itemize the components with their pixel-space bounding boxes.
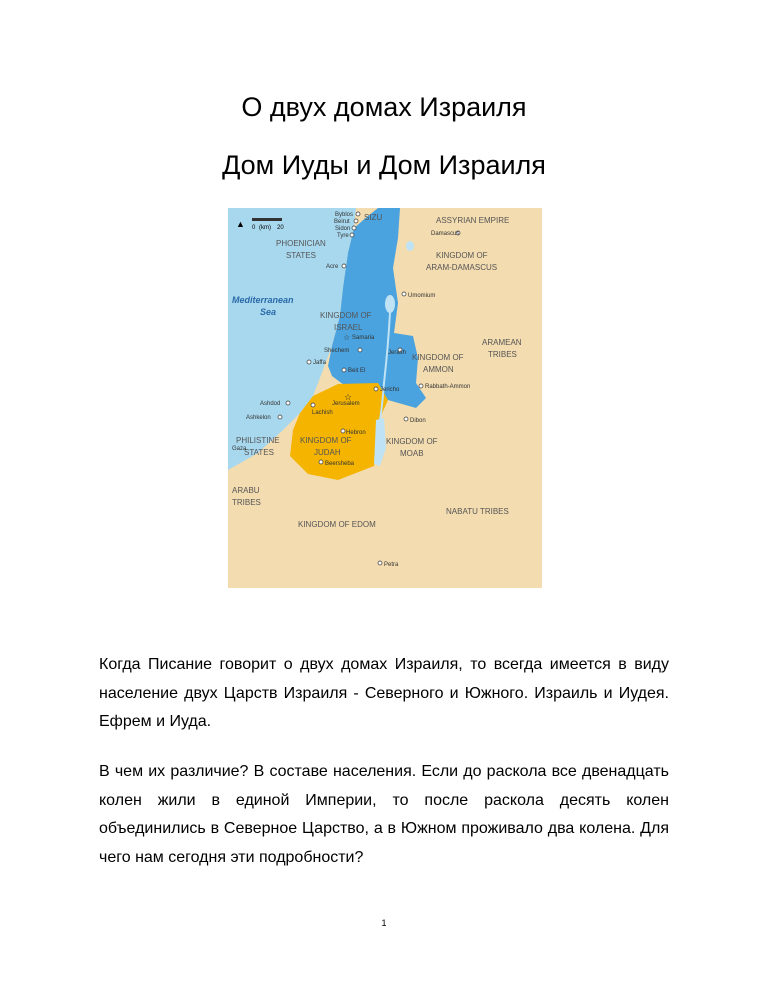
page-number: 1	[381, 918, 387, 928]
label-moab-1: KINGDOM OF	[386, 437, 438, 446]
paragraph-1: Когда Писание говорит о двух домах Израиля, то всегда имеется в виду население двух Царств Израиля - Северного и Южного. Израиль и Иудея. Ефрем и Иуда.	[99, 656, 669, 730]
label-philistine-1: PHILISTINE	[236, 436, 280, 445]
city-rabbath: Rabbath-Ammon	[425, 384, 471, 390]
city-sidon: Sidon	[335, 226, 351, 232]
city-damascus: Damascus	[431, 231, 460, 237]
scale-max: 20	[277, 225, 284, 231]
label-assyria: ASSYRIAN EMPIRE	[436, 216, 510, 225]
city-ashdod: Ashdod	[260, 401, 281, 407]
label-ammon-2: AMMON	[423, 365, 454, 374]
document-subtitle: Дом Иуды и Дом Израиля	[222, 150, 546, 180]
label-israel-1: KINGDOM OF	[320, 311, 372, 320]
label-judah-1: KINGDOM OF	[300, 436, 352, 445]
map-lake	[406, 241, 414, 251]
city-hebron: Hebron	[346, 430, 366, 436]
city-ashkelon: Ashkelon	[246, 415, 271, 421]
label-ammon-1: KINGDOM OF	[412, 353, 464, 362]
city-lachish: Lachish	[312, 410, 333, 416]
city-jerash: Jerash	[388, 350, 407, 356]
label-phoenician-2: STATES	[286, 251, 316, 260]
city-beirut: Beirut	[334, 219, 350, 225]
label-arabu-2: TRIBES	[232, 498, 261, 507]
label-moab-2: MOAB	[400, 449, 424, 458]
city-jerusalem: Jerusalem	[332, 401, 360, 407]
city-acre: Acre	[326, 264, 339, 270]
label-edom: KINGDOM OF EDOM	[298, 520, 376, 529]
label-nabatu: NABATU TRIBES	[446, 507, 509, 516]
city-tyre: Tyre	[337, 233, 349, 239]
city-jericho: Jericho	[380, 387, 400, 393]
city-beitel: Beit El	[348, 368, 366, 374]
city-umomium: Umomium	[408, 293, 436, 299]
svg-text:☆: ☆	[344, 392, 353, 402]
map-kingdoms-israel-judah	[228, 208, 542, 588]
city-petra: Petra	[384, 562, 399, 568]
city-byblos: Byblos	[335, 212, 354, 218]
label-philistine-2: STATES	[244, 448, 274, 457]
paragraph-2: В чем их различие? В составе населения. Если до раскола все двенадцать колен жили в единой Империи, то после раскола десять колен объединились в Северное Царство, а в Южном проживало два колена. Для чего нам сегодня эти подробности?	[99, 763, 669, 866]
city-jaffa: Jaffa	[313, 360, 326, 366]
city-dibon: Dibon	[410, 418, 426, 424]
north-arrow-icon: ▲	[236, 219, 245, 229]
label-sea-2: Sea	[260, 307, 277, 317]
label-phoenician-1: PHOENICIAN	[276, 239, 326, 248]
city-beersheba: Beersheba	[325, 461, 355, 467]
scale-unit: (km)	[259, 225, 271, 231]
city-gaza: Gaza	[232, 446, 247, 452]
svg-text:☆: ☆	[343, 333, 351, 342]
label-israel-2: ISRAEL	[334, 323, 363, 332]
label-arabu-1: ARABU	[232, 486, 260, 495]
scale-zero: 0	[252, 225, 256, 231]
label-aram-2: ARAM-DAMASCUS	[426, 263, 498, 272]
city-shechem: Shechem	[324, 348, 350, 354]
label-sizu: SIZU	[364, 213, 383, 222]
label-sea-1: Mediterranean	[232, 295, 294, 305]
label-judah-2: JUDAH	[314, 448, 341, 457]
map-sea-of-galilee	[385, 295, 395, 313]
label-aramean-1: ARAMEAN	[482, 338, 522, 347]
city-samaria: Samaria	[352, 335, 375, 341]
label-aramean-2: TRIBES	[488, 350, 517, 359]
label-aram-1: KINGDOM OF	[436, 251, 488, 260]
document-title: О двух домах Израиля	[241, 92, 527, 122]
